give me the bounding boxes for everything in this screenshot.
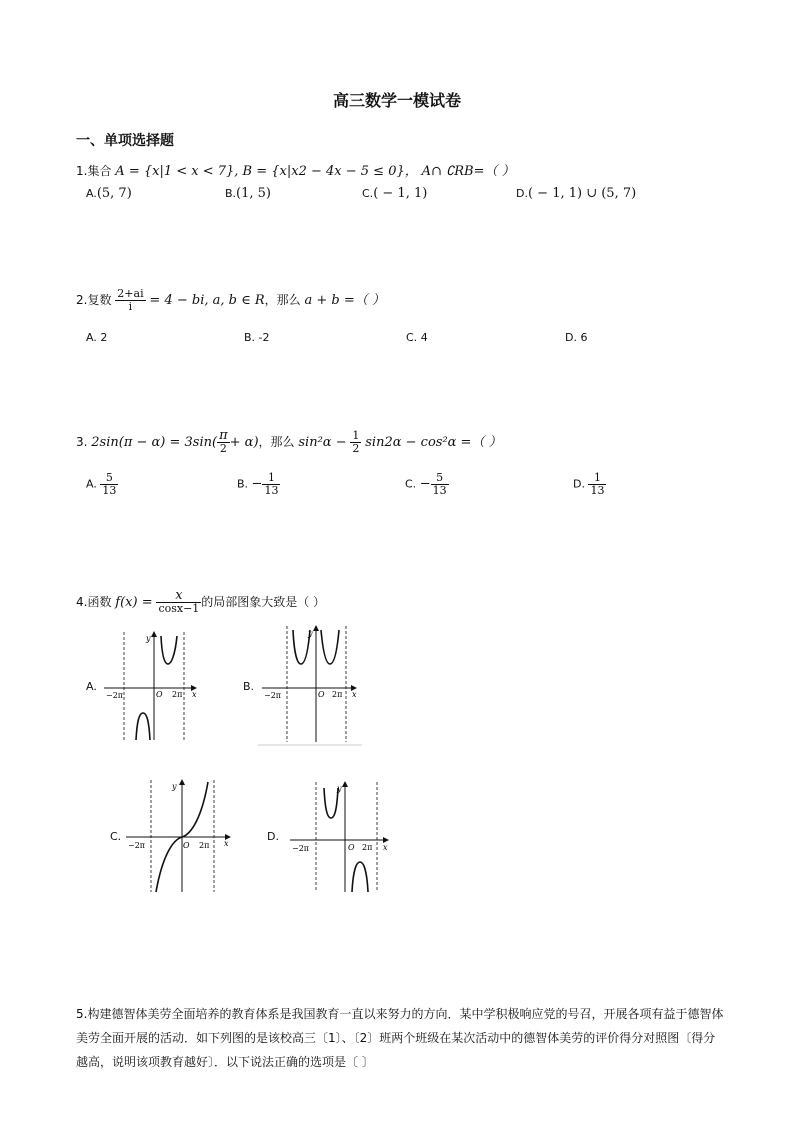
question-connector: ，那么 [258, 435, 295, 449]
tick-label-2pi: 2π [332, 690, 343, 699]
fraction-numerator: 5 [431, 472, 449, 485]
graph-c [126, 780, 230, 892]
option-value: (1, 5) [236, 186, 271, 201]
option-value: ( − 1, 1) [373, 186, 428, 201]
fraction-denominator: 13 [432, 484, 447, 497]
question-number: 3. [76, 435, 88, 449]
tick-label-2pi: 2π [172, 690, 183, 699]
function-name: f(x) = [115, 595, 153, 610]
option-label: B. [225, 187, 237, 200]
option-value: 6 [580, 331, 588, 344]
option-sign: − [419, 476, 431, 492]
y-label: y [172, 782, 177, 791]
fraction-numerator: 5 [100, 472, 118, 485]
fraction-numerator: 1 [588, 472, 606, 485]
question-lead: 函数 [87, 595, 112, 609]
tick-label-2pi: 2π [199, 841, 210, 850]
option-label: A. [86, 477, 97, 491]
tick-label-neg-2pi: −2π [106, 691, 124, 700]
question-tail: 的局部图象大致是（ ） [201, 595, 326, 609]
option-sign: − [251, 476, 263, 492]
curve-lower [136, 713, 150, 740]
curve-upper [161, 636, 177, 664]
origin-label: O [348, 843, 355, 852]
option-value: ( − 1, 1) ∪ (5, 7) [527, 186, 637, 201]
curve-right [321, 630, 339, 664]
q4-option-d-label: D. [267, 830, 279, 843]
fraction-numerator: x [156, 590, 201, 603]
question-connector: ，那么 [264, 293, 301, 307]
fraction-numerator: 2+ai [117, 287, 144, 300]
option-label: B. [244, 331, 256, 344]
option-label: D. [565, 331, 577, 344]
option-value: -2 [258, 331, 270, 344]
x-label: x [383, 843, 388, 852]
graph-b [258, 626, 362, 745]
trig-equation-right: + α) [229, 435, 259, 450]
question-5-stem: 5.构建德智体美劳全面培养的教育体系是我国教育一直以来努力的方向．某中学积极响应党的号召，开展各项有益于德智体美劳全面开展的活动．如下列图的是该校高三〔1〕、〔2〕班两个班级在某次活动中的德智体美劳的评价得分对照图〔得分越高，说明该项教育越好〕．以下说法正确的选项是〔 〕 [76, 1007, 724, 1069]
set-expression: A = {x|1 < x < 7}, B = {x|x2 − 4x − 5 ≤ 0}， [115, 164, 418, 179]
option-label: C. [362, 187, 374, 200]
option-value: 4 [420, 331, 428, 344]
fraction-denominator: cosx−1 [158, 602, 200, 615]
complex-equation: = 4 − bi, a, b ∈ R [149, 293, 265, 308]
question-lead: 集合 [87, 164, 112, 178]
fraction-denominator: 13 [590, 484, 605, 497]
page-title: 高三数学一模试卷 [332, 91, 461, 110]
curve-upper [324, 788, 338, 818]
option-label: A. [86, 331, 97, 344]
graph-a [104, 632, 197, 740]
q4-option-c-label: C. [110, 830, 122, 843]
question-ask: a + b =（ ） [304, 293, 385, 308]
y-label: y [146, 634, 151, 643]
fraction-denominator: 2 [352, 442, 360, 455]
curve-lower [352, 862, 368, 892]
question-lead: 复数 [87, 293, 112, 307]
trig-equation-left: 2sin(π − α) = 3sin( [91, 435, 218, 450]
tick-label-neg-2pi: −2π [128, 841, 146, 850]
fraction-numerator: 1 [262, 472, 280, 485]
y-label: y [337, 784, 342, 793]
section-heading: 一、单项选择题 [76, 133, 174, 149]
origin-label: O [156, 690, 163, 699]
option-label: D. [573, 477, 585, 491]
x-label: x [224, 839, 229, 848]
tick-label-2pi: 2π [362, 843, 373, 852]
option-label: A. [86, 187, 97, 200]
option-value: 2 [100, 331, 108, 344]
option-label: D. [516, 187, 528, 200]
trig-expression-tail: sin2α − cos²α =（ ） [365, 435, 502, 450]
fraction-numerator: π [219, 428, 228, 443]
y-label: y [308, 629, 313, 638]
q4-option-b-label: B. [243, 680, 255, 693]
tick-label-neg-2pi: −2π [292, 844, 310, 853]
tick-label-neg-2pi: −2π [264, 691, 282, 700]
graph-d [290, 782, 388, 892]
option-label: B. [237, 477, 249, 491]
question-number: 1. [76, 164, 88, 178]
trig-expression: sin²α − [298, 435, 347, 450]
question-number: 2. [76, 293, 88, 307]
question-number: 4. [76, 595, 88, 609]
origin-label: O [183, 841, 190, 850]
option-label: C. [406, 331, 418, 344]
fraction-denominator: 2 [219, 442, 227, 455]
fraction-denominator: 13 [264, 484, 279, 497]
set-operation: A∩ ∁RB=（ ） [421, 164, 515, 179]
q4-option-a-label: A. [86, 680, 97, 693]
option-label: C. [405, 477, 417, 491]
option-value: (5, 7) [96, 186, 132, 201]
fraction-denominator: i [128, 300, 133, 313]
fraction-denominator: 13 [102, 484, 117, 497]
x-label: x [192, 690, 197, 699]
fraction-numerator: 1 [352, 429, 360, 442]
origin-label: O [318, 690, 325, 699]
x-label: x [352, 690, 357, 699]
